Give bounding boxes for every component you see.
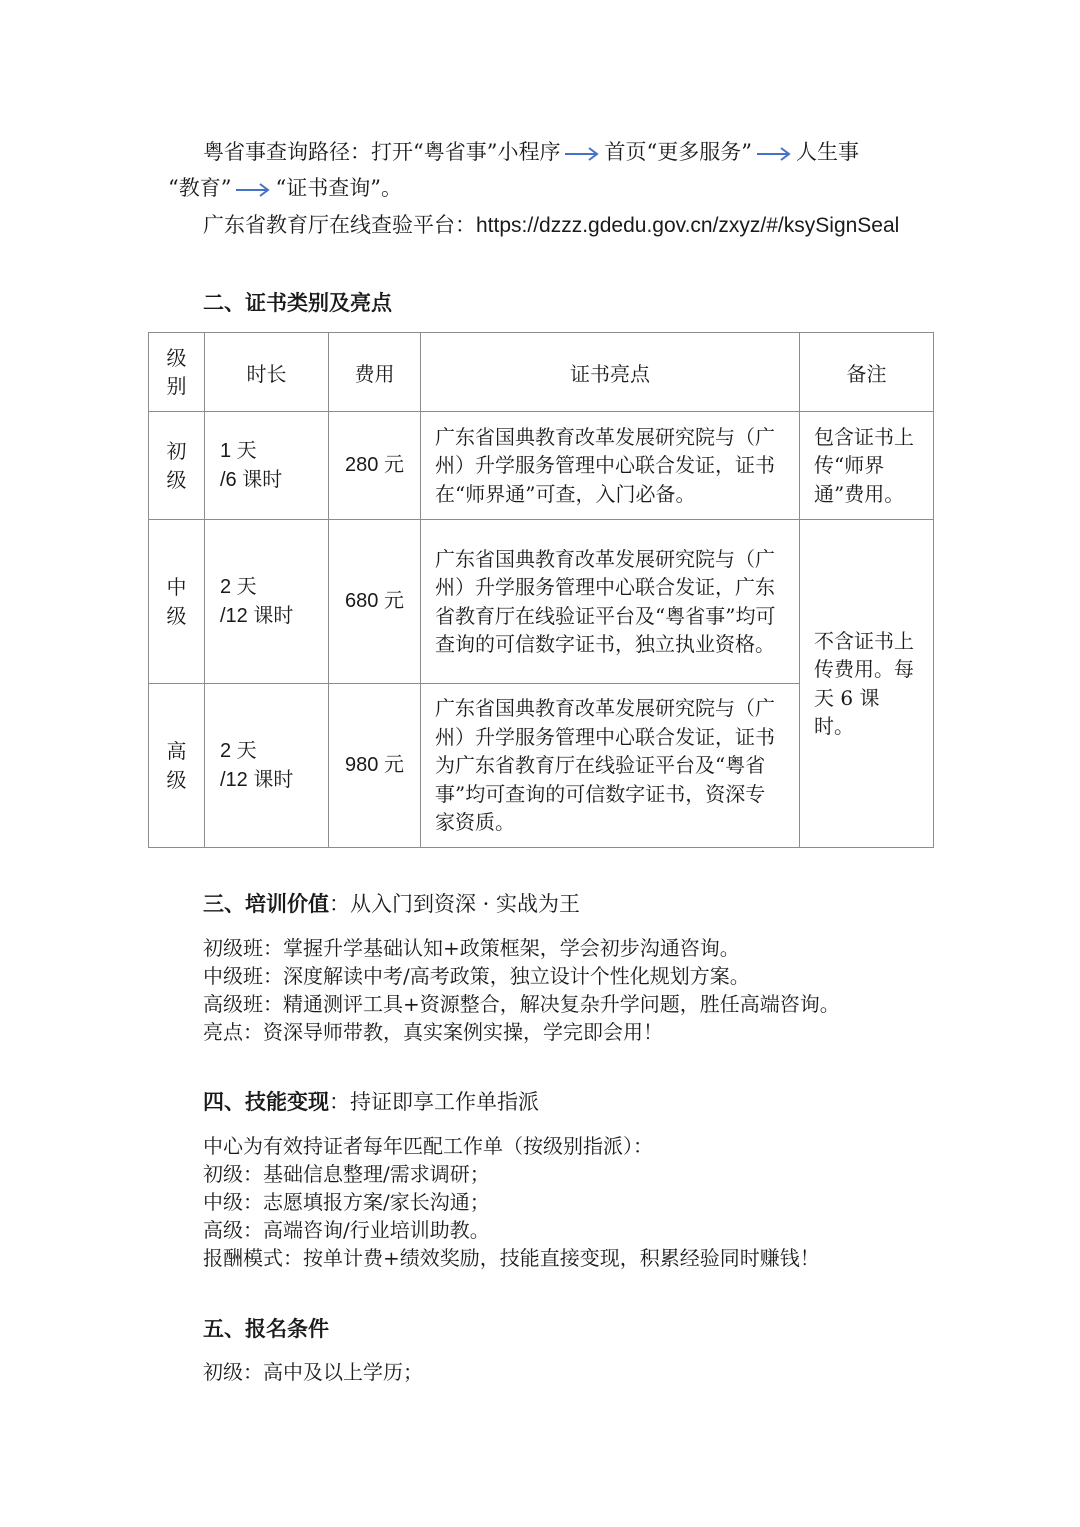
platform-line	[203, 211, 899, 240]
section4-body	[203, 1132, 820, 1272]
section2-title: 二、证书类别及亮点	[203, 291, 392, 315]
cell-duration: 2 天 /12 课时	[205, 520, 329, 684]
section2-heading	[203, 289, 392, 317]
cell-highlight: 广东省国典教育改革发展研究院与（广州）升学服务管理中心联合发证，证书在“师界通”可查，入门必备。	[421, 412, 800, 520]
section4-subtitle: ：持证即享工作单指派	[329, 1090, 539, 1114]
cell-duration: 2 天 /12 课时	[205, 684, 329, 848]
cell-note-merged: 不含证书上传费用。每天 6 课时。	[800, 520, 934, 848]
section4-heading	[203, 1088, 539, 1116]
table-row	[149, 520, 934, 684]
list-item: 高级：高端咨询/行业培训助教。	[203, 1218, 490, 1242]
query-step-cert: “证书查询”。	[275, 176, 402, 200]
section5-heading	[203, 1315, 329, 1343]
arrow-right-icon	[564, 146, 600, 162]
certificate-table	[148, 332, 934, 848]
platform-url[interactable]: https://dzzz.gdedu.gov.cn/zxyz/#/ksySignSeal	[476, 214, 900, 237]
query-path-intro: 粤省事查询路径：打开“粤省事”小程序	[203, 140, 561, 164]
cell-duration: 1 天 /6 课时	[205, 412, 329, 520]
arrow-right-icon	[235, 182, 271, 198]
section4-title: 四、技能变现	[203, 1090, 329, 1114]
header-highlight: 证书亮点	[421, 333, 800, 412]
header-note: 备注	[800, 333, 934, 412]
section5-title: 五、报名条件	[203, 1317, 329, 1341]
arrow-right-icon	[756, 146, 792, 162]
list-item: 初级：高中及以上学历；	[203, 1360, 423, 1384]
cell-highlight: 广东省国典教育改革发展研究院与（广州）升学服务管理中心联合发证，证书为广东省教育厅在线验证平台及“粤省事”均可查询的可信数字证书，资深专家资质。	[421, 684, 800, 848]
query-step-life: 人生事	[795, 140, 859, 164]
list-item: 初级班：掌握升学基础认知+政策框架，学会初步沟通咨询。	[203, 936, 740, 960]
header-level: 级别	[149, 333, 205, 412]
query-step-home: 首页“更多服务”	[604, 140, 752, 164]
list-item: 亮点：资深导师带教，真实案例实操，学完即会用！	[203, 1020, 663, 1044]
cell-level: 中级	[149, 520, 205, 684]
query-path-line2	[168, 174, 402, 202]
query-path-line1	[203, 138, 859, 166]
table-header-row	[149, 333, 934, 412]
query-step-education: “教育”	[168, 176, 232, 200]
list-item: 中心为有效持证者每年匹配工作单（按级别指派）：	[203, 1134, 653, 1158]
section3-title: 三、培训价值	[203, 892, 329, 916]
platform-label: 广东省教育厅在线查验平台：	[203, 213, 476, 237]
cell-fee: 280 元	[329, 412, 421, 520]
header-duration: 时长	[205, 333, 329, 412]
cell-level: 初级	[149, 412, 205, 520]
cell-fee: 980 元	[329, 684, 421, 848]
cell-level: 高级	[149, 684, 205, 848]
section3-subtitle: ：从入门到资深 · 实战为王	[329, 892, 581, 916]
list-item: 中级：志愿填报方案/家长沟通；	[203, 1190, 490, 1214]
cell-fee: 680 元	[329, 520, 421, 684]
table-row	[149, 412, 934, 520]
list-item: 中级班：深度解读中考/高考政策，独立设计个性化规划方案。	[203, 964, 750, 988]
list-item: 报酬模式：按单计费+绩效奖励，技能直接变现，积累经验同时赚钱！	[203, 1246, 820, 1270]
section3-body	[203, 934, 840, 1046]
list-item: 初级：基础信息整理/需求调研；	[203, 1162, 490, 1186]
cell-highlight: 广东省国典教育改革发展研究院与（广州）升学服务管理中心联合发证，广东省教育厅在线验证平台及“粤省事”均可查询的可信数字证书，独立执业资格。	[421, 520, 800, 684]
cell-note: 包含证书上传“师界通”费用。	[800, 412, 934, 520]
section5-body	[203, 1358, 423, 1386]
section3-heading	[203, 890, 580, 918]
list-item: 高级班：精通测评工具+资源整合，解决复杂升学问题，胜任高端咨询。	[203, 992, 840, 1016]
header-fee: 费用	[329, 333, 421, 412]
